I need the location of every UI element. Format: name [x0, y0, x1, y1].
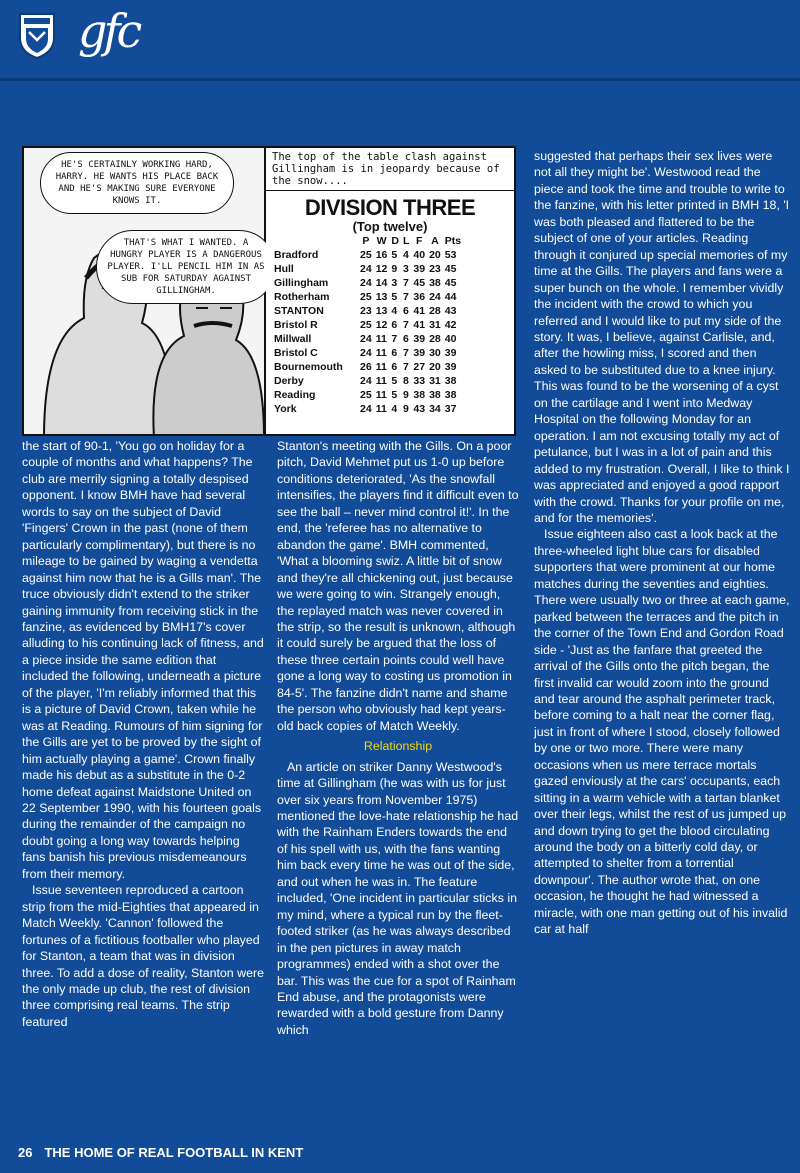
table-row	[272, 304, 463, 318]
stat-cell: 7	[402, 319, 409, 331]
stat-cell: 13	[375, 305, 388, 317]
table-row	[272, 262, 463, 276]
stat-cell: 39	[444, 347, 457, 359]
stat-cell: 39	[413, 263, 426, 275]
table-row	[272, 388, 463, 402]
article-paragraph: An article on striker Danny Westwood's time at Gillingham (he was with us for just over six years from November 1975) mentioned the love-hate relationship he had with the Rainham Enders towards the end of his spell with us, with the fans wanting him back every time he was out of the side, and out when he was in. The feature included, 'One incident in particular sticks in my mind, where a typical run by the fleet-footed striker (as he was always described in the pen pictures in away match programmes) ended with a shot over the bar. This was the cue for a spot of Rainham End abuse, and the protagonists were rewarded with a bold gesture from Danny which	[277, 759, 519, 1037]
cartoon-caption: The top of the table clash against Gillingham is in jeopardy because of the snow....	[266, 148, 514, 191]
stat-cell: 39	[413, 333, 426, 345]
stat-cell: 12	[375, 319, 388, 331]
stat-cell: 7	[391, 333, 398, 345]
stat-cell: 11	[375, 389, 387, 401]
league-table-body	[272, 248, 463, 416]
stat-cell: 5	[391, 389, 398, 401]
stat-cell: 36	[413, 291, 426, 303]
stat-cell: 23	[429, 263, 441, 275]
stat-cell: 38	[444, 389, 457, 401]
stat-cell: 5	[391, 375, 398, 387]
stat-cell: 24	[360, 333, 372, 345]
stat-cell: 25	[360, 389, 372, 401]
stat-cell: 41	[413, 319, 426, 331]
column-header: P	[362, 235, 370, 247]
stat-cell: 8	[402, 375, 409, 387]
page-footer	[18, 1145, 303, 1160]
stat-cell: 6	[391, 347, 398, 359]
stat-cell: 24	[429, 291, 441, 303]
stat-cell: 25	[360, 291, 372, 303]
article-paragraph: Issue eighteen also cast a look back at the three-wheeled light blue cars for disabled supporters that were prominent at our home matches during the seventies and eighties. There were usually two or three at each game, parked between the terraces and the pitch in the corner of the Town End and Gordon Road side - 'Just as the fanfare that greeted the arrival of the Gills onto the pitch began, the first invalid car would zoom into the ground and tear around the asphalt perimeter track, before coming to a halt near the corner flag, just in front of where I stood, closely followed by one or two more. There were many occasions when us mere terrace mortals gazed enviously at the cars' occupants, each sitting in a warm vehicle with a tartan blanket over their legs, whilst the rest of us jumped up and down trying to get the blood circulating around the body on a bitterly cold day, or attempted to shelter from a torrential downpour'. The author wrote that, on one occasion, he thought he had witnessed a miracle, with one man getting out of his invalid car at half	[534, 527, 790, 937]
column-header: Pts	[444, 235, 462, 247]
club-monogram: gfc	[78, 4, 139, 58]
team-name: Bradford	[274, 249, 319, 261]
stat-cell: 11	[375, 333, 387, 345]
article-column-2	[277, 438, 519, 1038]
stat-cell: 20	[429, 249, 441, 261]
team-name: Rotherham	[274, 291, 330, 303]
stat-cell: 31	[429, 319, 441, 331]
league-table	[272, 234, 463, 416]
stat-cell: 5	[391, 249, 398, 261]
stat-cell: 38	[429, 277, 441, 289]
table-row	[272, 248, 463, 262]
stat-cell: 4	[391, 403, 398, 415]
cartoon-strip	[22, 146, 516, 436]
table-row	[272, 360, 463, 374]
stat-cell: 34	[429, 403, 441, 415]
stat-cell: 7	[402, 361, 409, 373]
stat-cell: 3	[391, 277, 398, 289]
stat-cell: 38	[444, 375, 457, 387]
stat-cell: 4	[391, 305, 398, 317]
stat-cell: 3	[402, 263, 409, 275]
cartoon-panel-table	[266, 148, 514, 434]
stat-cell: 30	[429, 347, 441, 359]
stat-cell: 16	[375, 249, 388, 261]
footer-tagline: THE HOME OF REAL FOOTBALL IN KENT	[44, 1145, 304, 1160]
stat-cell: 26	[360, 361, 372, 373]
article-paragraph: Issue seventeen reproduced a cartoon strip from the mid-Eighties that appeared in Match Weekly. 'Cannon' followed the fortunes of a fictitious footballer who played for Stanton, a team that was in division three. To add a dose of reality, Stanton were the only made up club, the rest of division three comprising real teams. The strip featured	[22, 883, 264, 1029]
stat-cell: 9	[391, 263, 398, 275]
stat-cell: 24	[360, 347, 372, 359]
speech-bubble-2: THAT'S WHAT I WANTED. A HUNGRY PLAYER IS A DANGEROUS PLAYER. I'LL PENCIL HIM IN AS SUB FOR SATURDAY AGAINST GILLINGHAM.	[96, 230, 276, 304]
stat-cell: 13	[375, 291, 388, 303]
stat-cell: 37	[444, 403, 457, 415]
table-row	[272, 290, 463, 304]
column-header: F	[416, 235, 423, 247]
stat-cell: 4	[402, 249, 409, 261]
stat-cell: 39	[413, 347, 426, 359]
column-header: A	[431, 235, 439, 247]
column-header: L	[402, 235, 410, 247]
team-name: Reading	[274, 389, 316, 401]
club-crest-icon	[18, 12, 56, 60]
stat-cell: 24	[360, 375, 372, 387]
article-paragraph: the start of 90-1, 'You go on holiday for a couple of months and what happens? The club are merrily signing a totally despised opponent. I know BMH have had several words to say on the subject of David 'Fingers' Crown in the past (none of them particularly complimentary), but there is no mileage to be gained by waging a vendetta against him now that he is a Gills man'. The truce obviously didn't extend to the striker gaining immunity from receiving stick in the fanzine, as evidenced by BMH17's cover alluding to his continuing lack of fitness, and a piece inside the same edition that included the following, underneath a picture of the player, 'I'm reliably informed that this is a picture of David Crown, taken while he was at Reading. Rumours of him signing for the Gills are yet to be proved by the sight of him actually playing a game'. Crown finally made his debut as a substitute in the 0-2 home defeat against Maidstone United on 22 September 1990, with his fourteen goals during the remainder of the campaign no doubt going a long way towards helping fans banish his previous misdemeanours from their memory.	[22, 439, 264, 881]
stat-cell: 44	[444, 291, 457, 303]
stat-cell: 53	[444, 249, 457, 261]
table-row	[272, 332, 463, 346]
stat-cell: 14	[375, 277, 388, 289]
stat-cell: 40	[444, 333, 457, 345]
table-row	[272, 374, 463, 388]
stat-cell: 11	[375, 403, 387, 415]
stat-cell: 9	[402, 403, 409, 415]
article-column-3	[534, 148, 790, 938]
article-paragraph: Stanton's meeting with the Gills. On a poor pitch, David Mehmet put us 1-0 up before conditions deteriorated, 'As the snowfall intensifies, the players find it difficult even to see the ball – never mind control it!'. In the end, the 'referee has no alternative to abandon the game'. BMH commented, 'What a blooming swiz. A little bit of snow and they're all chickening out, just because we were going to win. Strangely enough, the replayed match was never covered in the strip, so the result is unknown, although it could surely be argued that the loss of these three certain points could well have gone a long way to costing us promotion in 84-5'. The fanzine didn't name and shame the person who obviously had kept years-old back copies of Match Weekly.	[277, 439, 519, 733]
team-name: Bristol C	[274, 347, 318, 359]
column-header: D	[391, 235, 399, 247]
table-row	[272, 402, 463, 416]
stat-cell: 28	[429, 305, 441, 317]
team-name: Millwall	[274, 333, 312, 345]
page-number: 26	[18, 1145, 33, 1160]
team-name: STANTON	[274, 305, 324, 317]
stat-cell: 7	[402, 347, 409, 359]
stat-cell: 40	[413, 249, 426, 261]
stat-cell: 33	[413, 375, 426, 387]
table-row	[272, 318, 463, 332]
stat-cell: 25	[360, 249, 372, 261]
stat-cell: 45	[444, 263, 457, 275]
stat-cell: 9	[402, 389, 409, 401]
stat-cell: 45	[444, 277, 457, 289]
stat-cell: 24	[360, 263, 372, 275]
stat-cell: 11	[375, 347, 387, 359]
stat-cell: 45	[413, 277, 426, 289]
stat-cell: 6	[402, 333, 409, 345]
stat-cell: 27	[413, 361, 426, 373]
team-name: Hull	[274, 263, 294, 275]
team-name: Derby	[274, 375, 304, 387]
stat-cell: 38	[429, 389, 441, 401]
stat-cell: 28	[429, 333, 441, 345]
cartoon-panel-drawing	[24, 148, 266, 434]
stat-cell: 24	[360, 403, 372, 415]
column-header: W	[376, 235, 387, 247]
stat-cell: 42	[444, 319, 457, 331]
league-table-subtitle: (Top twelve)	[352, 219, 428, 234]
table-row	[272, 276, 463, 290]
team-name: Gillingham	[274, 277, 329, 289]
stat-cell: 38	[413, 389, 426, 401]
stat-cell: 39	[444, 361, 457, 373]
stat-cell: 43	[444, 305, 457, 317]
stat-cell: 43	[413, 403, 426, 415]
team-name: Bournemouth	[274, 361, 343, 373]
header-banner	[0, 0, 800, 81]
stat-cell: 12	[375, 263, 388, 275]
article-column-1	[22, 438, 264, 1030]
section-subheading: Relationship	[363, 739, 433, 754]
stat-cell: 41	[413, 305, 426, 317]
article-paragraph: suggested that perhaps their sex lives were not all they might be'. Westwood read the piece and took the time and trouble to write to the fanzine, with his letter printed in BMH 18, 'I was both pleased and flattered to be the subject of one of your articles. Reading through it conjured up special memories of my time at the Gills. The players and fans were a super bunch on the whole. I remember vividly the incident with the crowd to which you referred and I would like to put my side of the story. It was, I believe, against Carlisle, and, after the howling miss, I scored and then asked to be substituted due to a knee injury. This was found to be the worsening of a cyst on the cartilage and I went into Medway Hospital on the following Monday for an operation. I am not excusing totally my act of petulance, but I was in a lot of pain and this added to my frustration. Overall, I like to think I was appreciated and enjoyed a good rapport with the crowd. Thanks for your profile on me, and for the memories'.	[534, 149, 790, 525]
stat-cell: 6	[402, 305, 409, 317]
team-name: York	[274, 403, 297, 415]
stat-cell: 6	[391, 361, 398, 373]
stat-cell: 11	[375, 375, 387, 387]
stat-cell: 25	[360, 319, 372, 331]
table-row	[272, 346, 463, 360]
stat-cell: 23	[360, 305, 372, 317]
team-name: Bristol R	[274, 319, 318, 331]
stat-cell: 11	[375, 361, 387, 373]
stat-cell: 6	[391, 319, 398, 331]
stat-cell: 7	[402, 277, 409, 289]
league-table-title: DIVISION THREE	[304, 195, 476, 220]
stat-cell: 7	[402, 291, 409, 303]
stat-cell: 31	[429, 375, 441, 387]
stat-cell: 20	[429, 361, 441, 373]
stat-cell: 5	[391, 291, 398, 303]
stat-cell: 24	[360, 277, 372, 289]
speech-bubble-1: HE'S CERTAINLY WORKING HARD, HARRY. HE WANTS HIS PLACE BACK AND HE'S MAKING SURE EVERYONE KNOWS IT.	[40, 152, 234, 214]
league-table-header	[272, 234, 463, 248]
column-header	[272, 234, 358, 248]
